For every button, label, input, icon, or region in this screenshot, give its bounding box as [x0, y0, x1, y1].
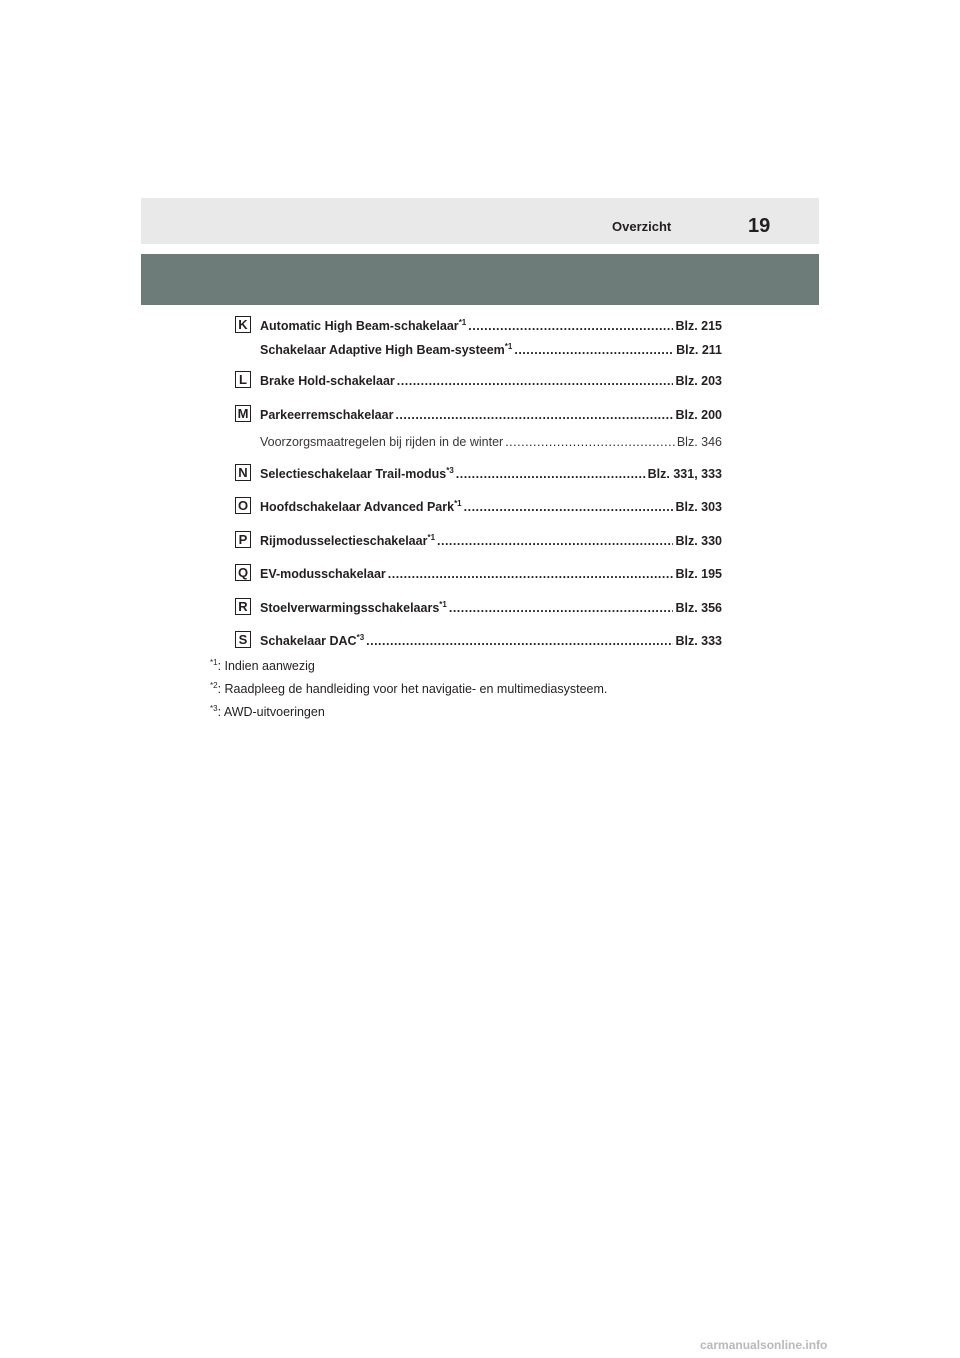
leader-dots [366, 634, 673, 648]
section-title: Overzicht [612, 219, 672, 234]
footnote-ref: *3 [446, 465, 454, 475]
page-ref: Blz. 211 [676, 343, 722, 357]
entry-label: Brake Hold-schakelaar [260, 374, 395, 388]
key-label: M [235, 405, 251, 422]
footnote: $^{*1}$: Indien aanwezig [210, 657, 315, 673]
entry-row [260, 601, 722, 617]
entry-label: Schakelaar Adaptive High Beam-systeem$^{*1}$ [260, 341, 513, 357]
leader-dots [514, 343, 674, 357]
entry-row [260, 319, 722, 335]
entry-label: Parkeerremschakelaar [260, 408, 394, 422]
leader-dots [464, 500, 674, 514]
page-ref: Blz. 331, 333 [647, 467, 722, 481]
entry-row [260, 408, 722, 424]
entry-label: Rijmodusselectieschakelaar$^{*1}$ [260, 532, 436, 548]
page-ref: Blz. 333 [675, 634, 722, 648]
entry-row [260, 500, 722, 516]
page-ref: Blz. 356 [675, 601, 722, 615]
page-ref: Blz. 195 [675, 567, 722, 581]
footnote: $^{*3}$: AWD-uitvoeringen [210, 703, 325, 719]
leader-dots [505, 435, 675, 449]
section-banner [141, 254, 819, 305]
key-label: S [235, 631, 251, 648]
entry-label: Automatic High Beam-schakelaar$^{*1}$ [260, 317, 467, 333]
entry-row [260, 634, 722, 650]
entry-row [260, 467, 722, 483]
footnote-mark: *3 [210, 703, 218, 713]
key-label: L [235, 371, 251, 388]
entry-label: Hoofdschakelaar Advanced Park$^{*1}$ [260, 498, 462, 514]
leader-dots [468, 319, 673, 333]
leader-dots [456, 467, 646, 481]
entry-row [260, 534, 722, 550]
key-label: Q [235, 564, 251, 581]
leader-dots [449, 601, 674, 615]
entry-label: Stoelverwarmingsschakelaars$^{*1}$ [260, 599, 447, 615]
leader-dots [437, 534, 673, 548]
entry-row [260, 567, 722, 583]
key-label: O [235, 497, 251, 514]
page-ref: Blz. 346 [676, 435, 722, 449]
watermark: carmanualsonline.info [700, 1338, 828, 1352]
footnote-mark: *2 [210, 680, 218, 690]
leader-dots [395, 408, 673, 422]
header-band [141, 198, 819, 244]
entry-row [260, 435, 722, 451]
footnote-ref: *1 [454, 498, 462, 508]
footnote: $^{*2}$: Raadpleeg de handleiding voor het navigatie- en multimediasysteem. [210, 680, 608, 696]
key-label: K [235, 316, 251, 333]
entry-label: Schakelaar DAC$^{*3}$ [260, 632, 365, 648]
leader-dots [397, 374, 674, 388]
footnote-ref: *1 [458, 317, 467, 327]
page-ref: Blz. 215 [675, 319, 722, 333]
page-ref: Blz. 330 [675, 534, 722, 548]
footnote-ref: *3 [356, 632, 365, 642]
key-label: P [235, 531, 251, 548]
entry-row [260, 374, 722, 390]
page-ref: Blz. 200 [675, 408, 722, 422]
key-label: N [235, 464, 251, 481]
footnote-ref: *1 [504, 341, 513, 351]
leader-dots [388, 567, 674, 581]
footnote-mark: *1 [210, 657, 218, 667]
entry-row [260, 343, 722, 359]
key-label: R [235, 598, 251, 615]
entry-label: Selectieschakelaar Trail-modus$^{*3}$ [260, 465, 454, 481]
entry-label: EV-modusschakelaar [260, 567, 386, 581]
page-ref: Blz. 203 [675, 374, 722, 388]
footnote-ref: *1 [439, 599, 447, 609]
page-ref: Blz. 303 [675, 500, 722, 514]
page-number: 19 [748, 215, 771, 237]
entry-label: Voorzorgsmaatregelen bij rijden in de winter [260, 435, 504, 449]
footnote-ref: *1 [427, 532, 436, 542]
